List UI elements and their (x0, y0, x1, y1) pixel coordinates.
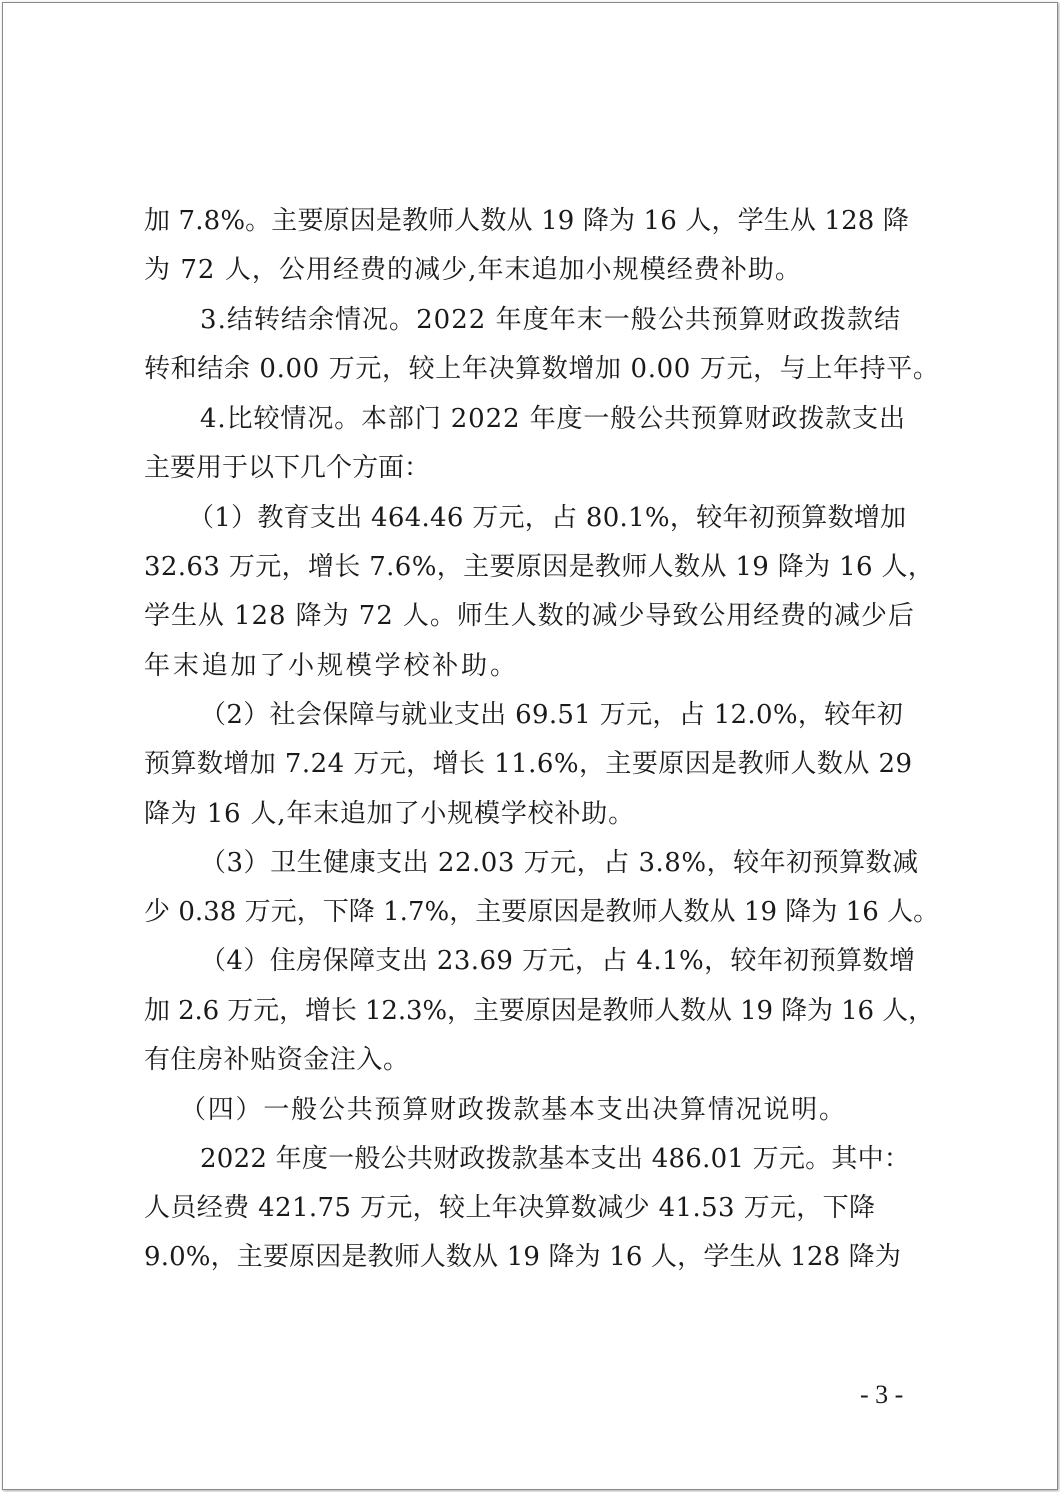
page-number: - 3 - (860, 1380, 904, 1409)
text-line-6: 主要用于以下几个方面： (144, 453, 431, 483)
text-line-16: （4）住房保障支出 23.69 万元，占 4.1%，较年初预算数增 (200, 946, 916, 976)
text-line-11: （2）社会保障与就业支出 69.51 万元，占 12.0%，较年初 (200, 700, 904, 730)
text-line-5: 4.比较情况。本部门 2022 年度一般公共预算财政拨款支出 (200, 404, 906, 434)
text-line-15: 少 0.38 万元，下降 1.7%，主要原因是教师人数从 19 降为 16 人。 (144, 897, 940, 927)
text-line-10: 年末追加了小规模学校补助。 (144, 651, 519, 681)
section-heading: （四）一般公共预算财政拨款基本支出决算情况说明。 (180, 1095, 847, 1125)
text-line-7: （1）教育支出 464.46 万元，占 80.1%，较年初预算数增加 (188, 503, 907, 533)
text-line-21: 人员经费 421.75 万元，较上年决算数减少 41.53 万元，下降 (144, 1193, 876, 1223)
text-line-12: 预算数增加 7.24 万元，增长 11.6%，主要原因是教师人数从 29 (144, 749, 913, 779)
text-line-9: 学生从 128 降为 72 人。师生人数的减少导致公用经费的减少后 (144, 601, 915, 631)
text-line-2: 为 72 人，公用经费的减少,年末追加小规模经费补助。 (144, 255, 802, 285)
text-line-17: 加 2.6 万元，增长 12.3%，主要原因是教师人数从 19 降为 16 人， (144, 996, 934, 1026)
text-line-1: 加 7.8%。主要原因是教师人数从 19 降为 16 人，学生从 128 降 (144, 206, 910, 236)
text-line-22: 9.0%，主要原因是教师人数从 19 降为 16 人，学生从 128 降为 (144, 1242, 901, 1272)
text-line-20: 2022 年度一般公共财政拨款基本支出 486.01 万元。其中： (200, 1144, 911, 1174)
text-line-8: 32.63 万元，增长 7.6%，主要原因是教师人数从 19 降为 16 人， (144, 552, 935, 582)
text-line-13: 降为 16 人,年末追加了小规模学校补助。 (144, 799, 635, 829)
text-line-4: 转和结余 0.00 万元，较上年决算数增加 0.00 万元，与上年持平。 (144, 354, 940, 384)
text-line-14: （3）卫生健康支出 22.03 万元，占 3.8%，较年初预算数减 (200, 848, 919, 878)
text-line-18: 有住房补贴资金注入。 (144, 1045, 410, 1075)
text-line-3: 3.结转结余情况。2022 年度年末一般公共预算财政拨款结 (200, 305, 902, 335)
